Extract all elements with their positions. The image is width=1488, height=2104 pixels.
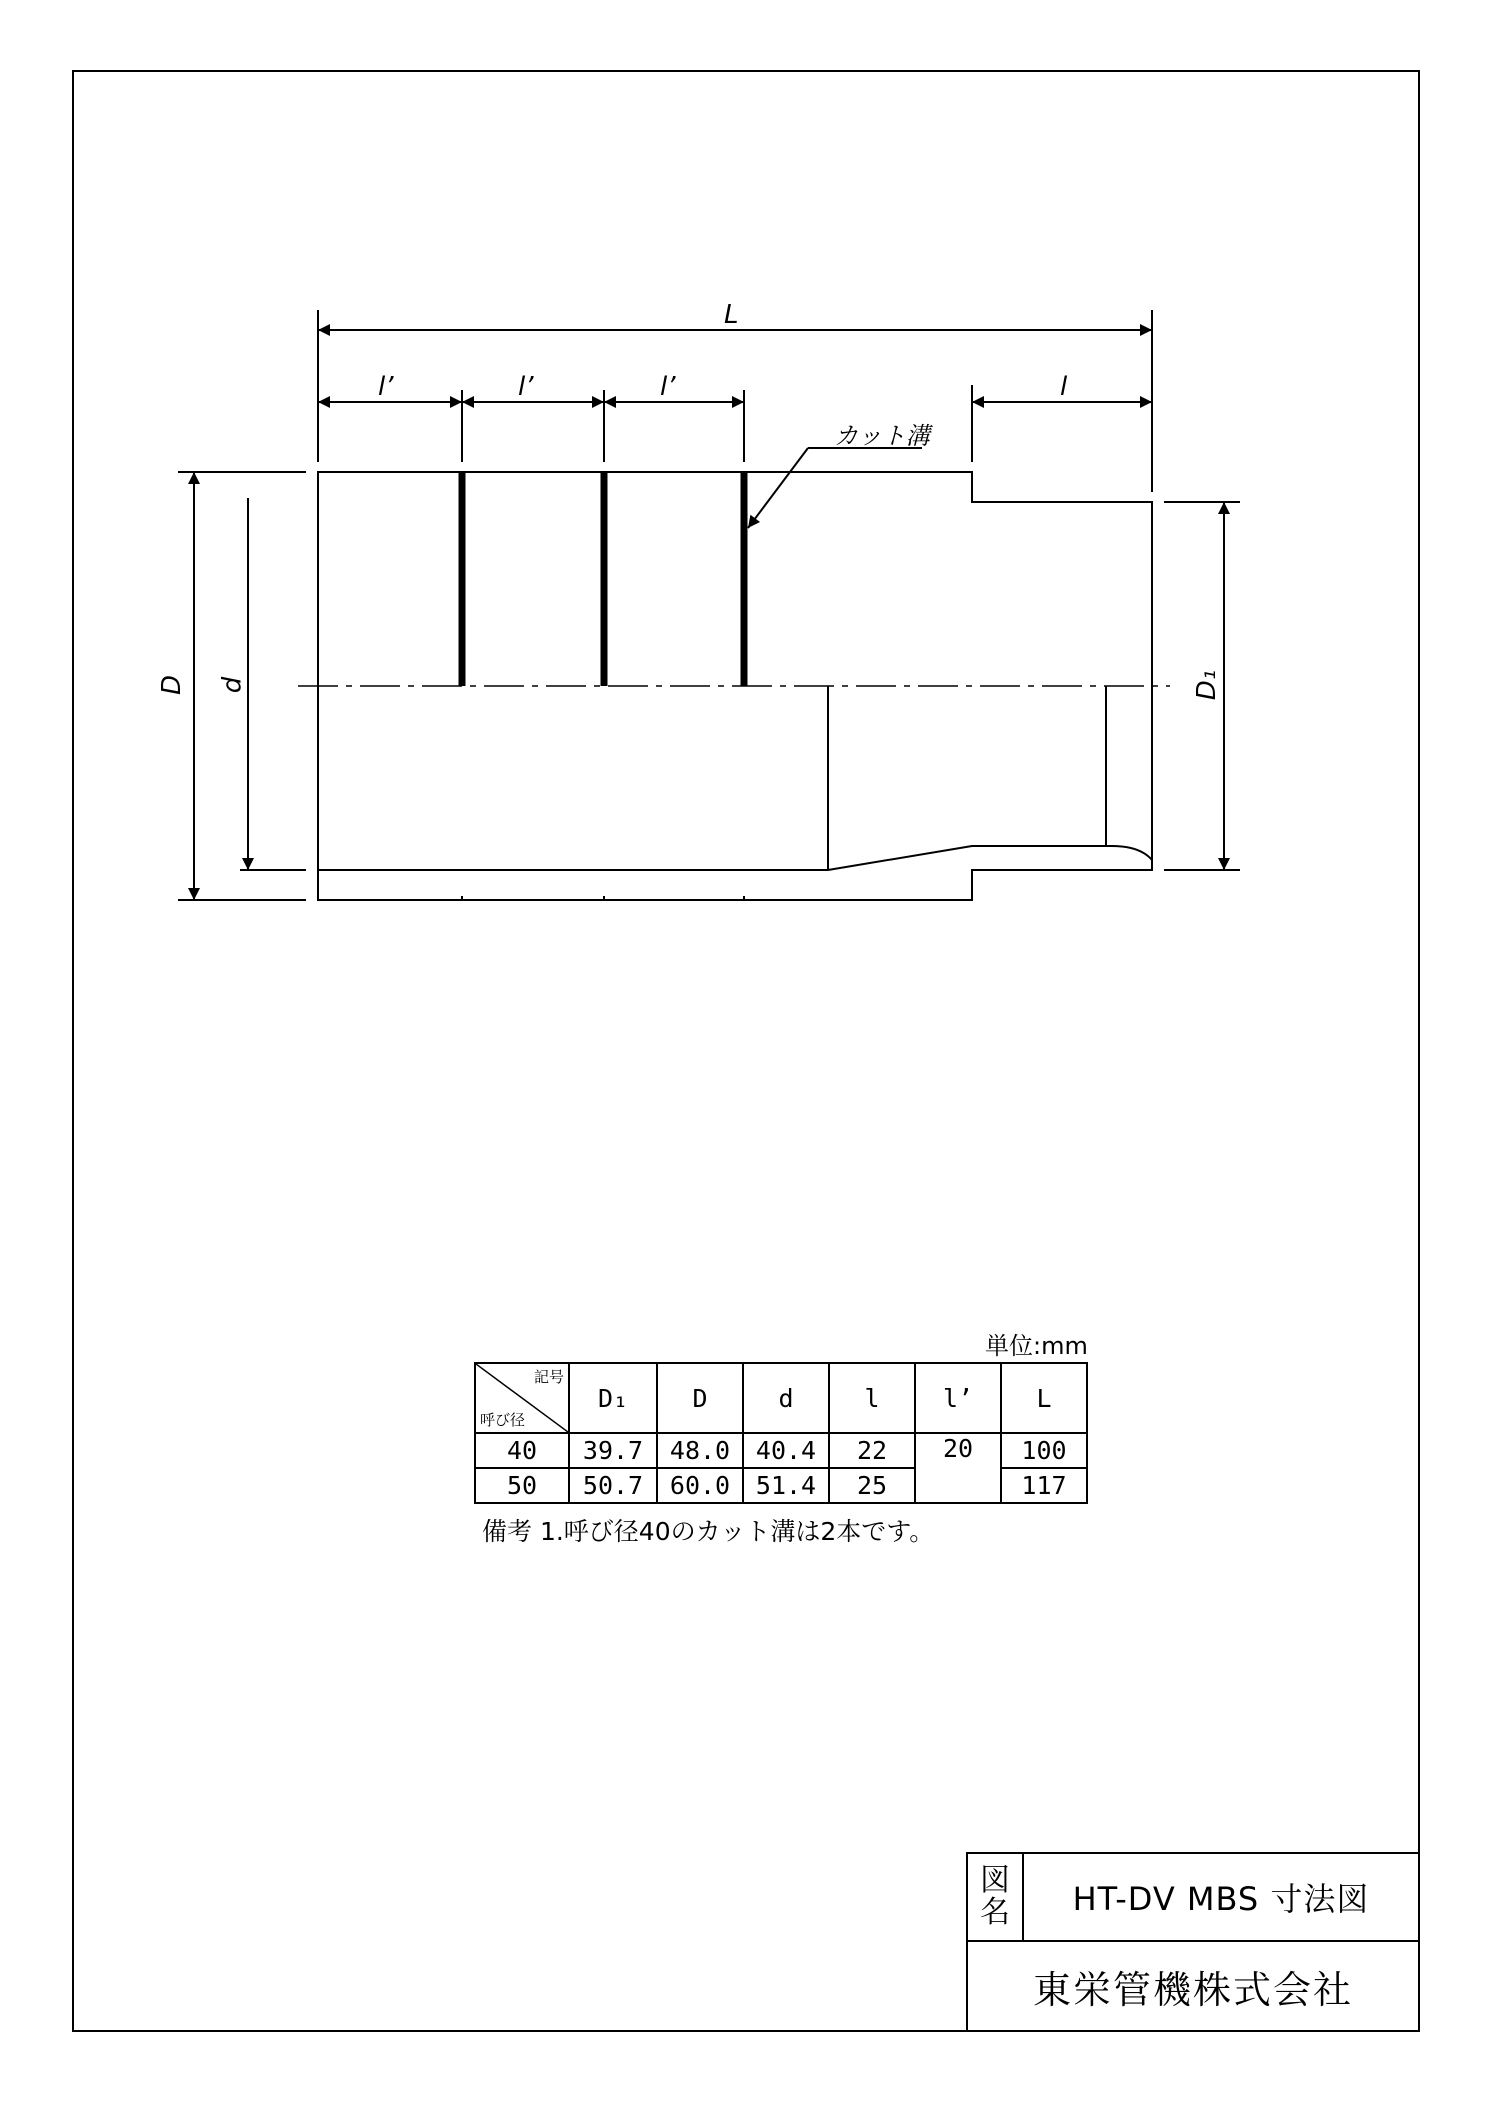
col-header: D₁ — [569, 1363, 657, 1433]
cell-L: 117 — [1001, 1468, 1087, 1503]
col-header: l — [829, 1363, 915, 1433]
label-l-prime: l’ — [518, 372, 534, 402]
label-D: D — [157, 674, 188, 696]
drawing-title: HT-DV MBS 寸法図 — [1022, 1852, 1420, 1942]
table-row — [475, 1433, 1087, 1468]
header-size: 呼び径 — [480, 1411, 526, 1429]
col-header: L — [1001, 1363, 1087, 1433]
cell-L: 100 — [1001, 1433, 1087, 1468]
remarks-note: 備考 1.呼び径40のカット溝は2本です。 — [482, 1517, 935, 1546]
cell-d: 40.4 — [743, 1433, 829, 1468]
unit-label: 単位:mm — [985, 1332, 1088, 1360]
cell-D: 48.0 — [657, 1433, 743, 1468]
cell-D: 60.0 — [657, 1468, 743, 1503]
cell-size: 50 — [475, 1468, 569, 1503]
mark-bottom: 名 — [980, 1895, 1010, 1930]
cell-D1: 39.7 — [569, 1433, 657, 1468]
label-l: l — [1060, 372, 1068, 402]
label-l-prime: l’ — [378, 372, 394, 402]
label-L: L — [724, 300, 739, 330]
label-l-prime: l’ — [660, 372, 676, 402]
header-symbol: 記号 — [533, 1368, 564, 1386]
label-D1: D₁ — [1192, 669, 1223, 701]
col-header: D — [657, 1363, 743, 1433]
label-d: d — [217, 676, 248, 694]
col-header: l’ — [915, 1363, 1001, 1433]
mark-top: 図 — [980, 1863, 1010, 1898]
header-diagonal-cell — [475, 1363, 569, 1433]
cell-d: 51.4 — [743, 1468, 829, 1503]
cell-D1: 50.7 — [569, 1468, 657, 1503]
cell-size: 40 — [475, 1433, 569, 1468]
cell-l: 25 — [829, 1468, 915, 1503]
cell-l: 22 — [829, 1433, 915, 1468]
dimension-table — [474, 1362, 1088, 1504]
col-header: d — [743, 1363, 829, 1433]
company-name: 東栄管機株式会社 — [966, 1940, 1420, 2032]
title-block-mark — [966, 1852, 1024, 1942]
label-cut-groove: カット溝 — [834, 422, 930, 450]
cell-l-prime: 20 — [915, 1433, 1001, 1503]
